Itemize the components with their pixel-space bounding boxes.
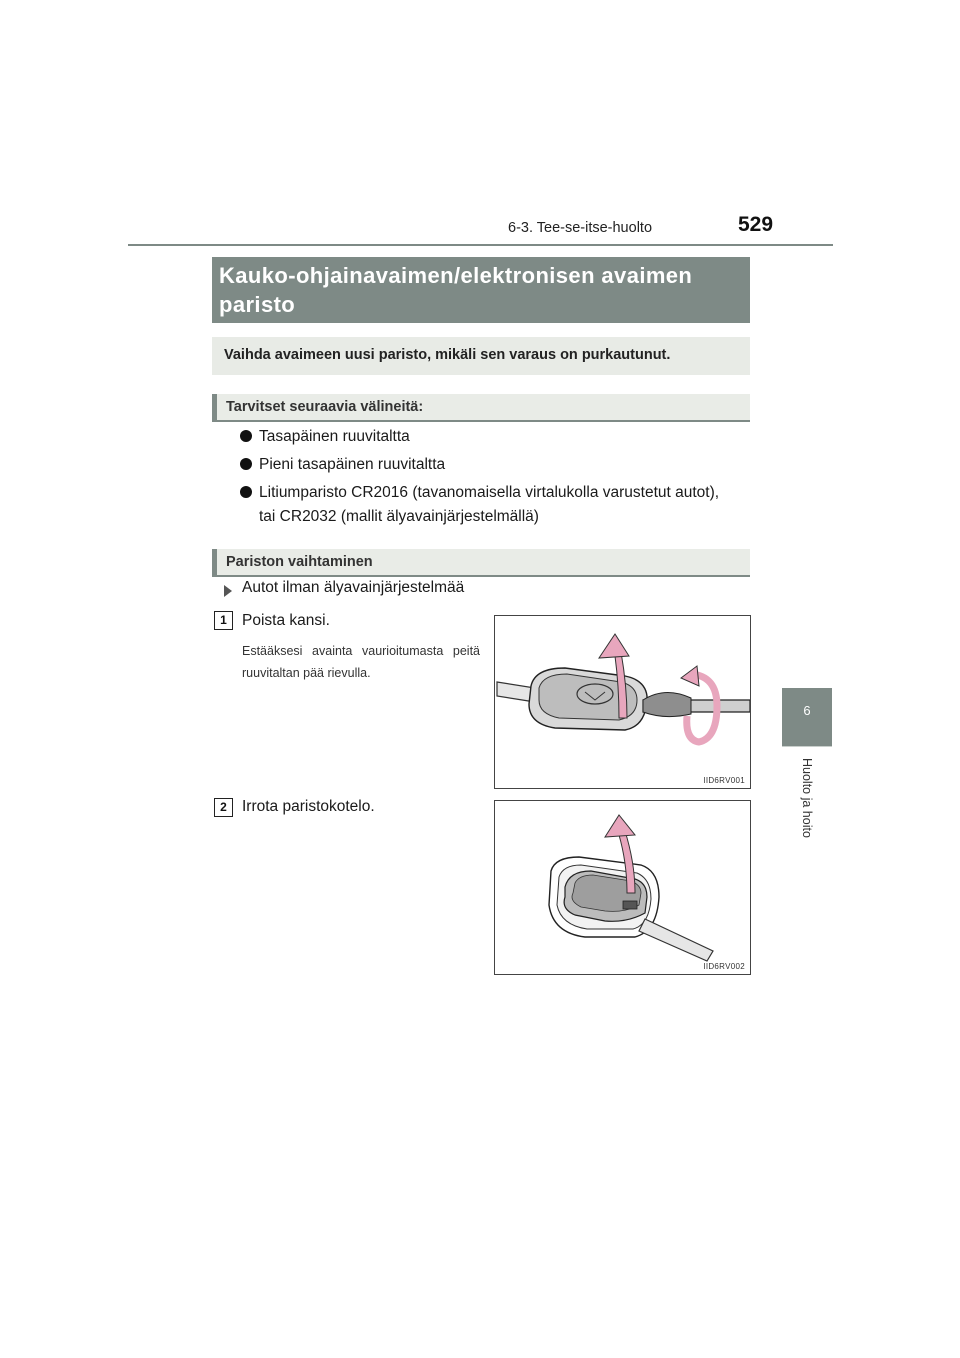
battery-case-illustration [495,801,750,974]
list-item-text: Litiumparisto CR2016 (tavanomaisella virtalukolla varustetut autot), [259,484,720,501]
figure-code: IID6RV001 [703,776,745,785]
header-rule [128,244,833,246]
list-item-text: tai CR2032 (mallit älyavainjärjestelmällä) [259,508,539,525]
bullet-icon [240,486,252,498]
step-number: 1 [214,611,233,630]
figure-code: IID6RV002 [703,962,745,971]
page-title: Kauko-ohjainavaimen/elektronisen avaimen paristo [219,263,693,317]
triangle-arrow-icon [224,585,232,597]
tools-heading [212,394,750,422]
tools-heading-text: Tarvitset seuraavia välineitä: [226,399,424,415]
step-note: Estääksesi avainta vaurioitumasta peitä ruuvitaltan pää rievulla. [242,644,480,680]
list-item-text: Pieni tasapäinen ruuvitaltta [259,456,446,473]
page-number: 529 [738,213,774,236]
side-tab-divider [782,746,832,747]
replace-heading [212,549,750,577]
bullet-icon [240,458,252,470]
chapter-title-text: Huolto ja hoito [800,758,814,838]
bullet-icon [240,430,252,442]
heading-bar [212,394,217,422]
figure-remove-battery-case [494,800,751,975]
chapter-tab: 6 [782,688,832,746]
key-cover-illustration [495,616,750,788]
figure-remove-cover [494,615,751,789]
page-title-box [212,257,750,323]
heading-bar [212,549,217,577]
step-text: Poista kansi. [242,612,330,629]
condition-text: Autot ilman älyavainjärjestelmää [242,579,465,596]
intro-text: Vaihda avaimeen uusi paristo, mikäli sen varaus on purkautunut. [224,347,671,363]
list-item-text: Tasapäinen ruuvitaltta [259,428,410,445]
step-number: 2 [214,798,233,817]
section-label: 6-3. Tee-se-itse-huolto [508,220,653,236]
intro-box [212,337,750,375]
step-text: Irrota paristokotelo. [242,798,375,815]
chapter-title [784,758,830,854]
replace-heading-text: Pariston vaihtaminen [226,554,373,570]
